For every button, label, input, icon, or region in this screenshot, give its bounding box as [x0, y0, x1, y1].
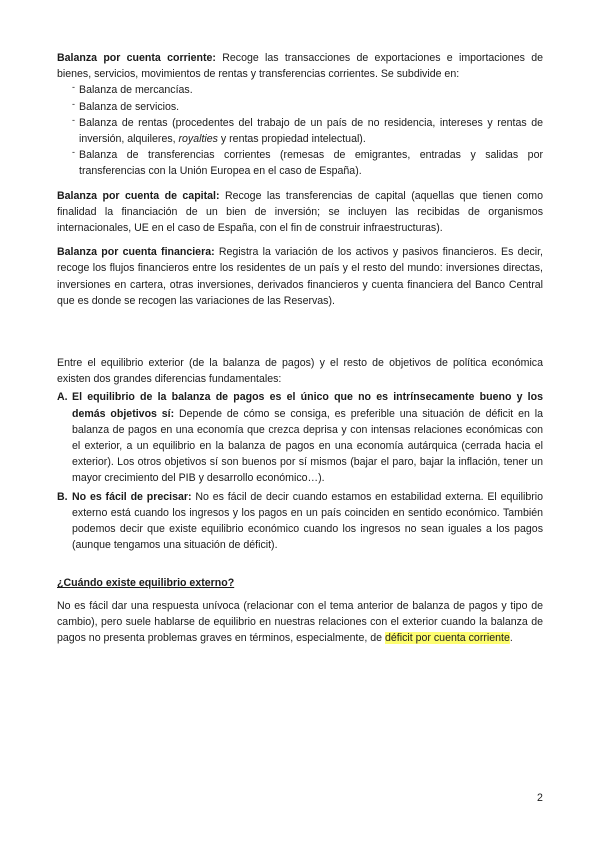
- cuenta-financiera-paragraph: [57, 244, 543, 309]
- difference-title: El equilibrio de la balanza de pagos es el único que no es intrínsecamente bueno y los demás objetivos sí:: [72, 391, 543, 420]
- list-item: - Balanza de mercancías.: [72, 82, 543, 98]
- list-item: - Balanza de servicios.: [72, 99, 543, 115]
- document-page: [57, 50, 543, 646]
- intro-paragraph: Entre el equilibrio exterior (de la balanza de pagos) y el resto de objetivos de política económica existen dos grandes diferencias fundamentales:: [57, 357, 543, 386]
- difference-text: No es fácil de decir cuando estamos en estabilidad externa. El equilibrio externo está cuando los ingresos y los pagos en un país coinciden en sentido económico. También podemos decir que existe equilibrio económico cuando los ingresos no sean iguales a los pagos (aunque tengamos una situación de déficit).: [72, 490, 543, 552]
- difference-title: No es fácil de precisar:: [72, 490, 192, 503]
- section-cuenta-corriente: [57, 50, 543, 180]
- difference-item-a: [57, 389, 543, 486]
- differences-list: [57, 389, 543, 553]
- cuenta-corriente-paragraph: [57, 50, 543, 82]
- cuenta-financiera-text: Registra la variación de los activos y pasivos financieros. Es decir, recoge los flujos financieros entre los residentes de un país y el resto del mundo: inversiones directas, inversiones en cartera, otras inversiones, derivados financieros y cuenta financiera del Banco Central que es donde se recogen las variaciones de las Reservas).: [57, 246, 543, 307]
- question-paragraph: No es fácil dar una respuesta unívoca (relacionar con el tema anterior de balanza de pagos y tipo de cambio), pero suele hablarse de equilibrio en nuestras relaciones con el exterior cuando la balanza de pagos no presenta problemas graves en términos, especialmente, de déficit por cuenta corriente.: [57, 599, 543, 645]
- cuenta-financiera-title: Balanza por cuenta financiera:: [57, 246, 215, 259]
- question-heading: ¿Cuándo existe equilibrio externo?: [57, 577, 235, 590]
- cuenta-corriente-title: Balanza por cuenta corriente:: [57, 52, 216, 64]
- cuenta-capital-paragraph: [57, 188, 543, 237]
- spacer: [57, 317, 543, 355]
- royalties-italic: royalties: [178, 133, 218, 146]
- section-cuenta-capital: [57, 188, 543, 237]
- dash-bullet-icon: -: [72, 114, 75, 125]
- dash-bullet-icon: -: [72, 98, 75, 109]
- item-letter: A.: [57, 391, 68, 404]
- item-letter: B.: [57, 490, 68, 503]
- cuenta-corriente-text: Recoge las transacciones de exportaciones e importaciones de bienes, servicios, movimientos de rentas y transferencias corrientes. Se subdivide en:: [57, 52, 543, 81]
- cuenta-capital-text: Recoge las transferencias de capital (aquellas que tienen como finalidad la financiación de un bien de inversión; se incluyen las recibidas de organismos internacionales, UE en el caso de España, con el fin de construir infraestructuras).: [57, 189, 543, 235]
- cuenta-capital-title: Balanza por cuenta de capital:: [57, 189, 220, 202]
- dash-bullet-icon: -: [72, 147, 75, 158]
- difference-text: Depende de cómo se consiga, es preferible una situación de déficit en la balanza de pagos en una economía que crezca deprisa y con intensas relaciones económicas con el exterior, a un equilibrio en la balanza de pagos en una economía autárquica (cerrada hacia el exterior). Los otros objetivos sí son buenos por sí mismos (bajar el paro, bajar la inflación, tener un mayor crecimiento del PIB y desarrollo económico…).: [72, 407, 543, 485]
- dash-bullet-icon: -: [72, 82, 75, 93]
- difference-item-b: [57, 489, 543, 554]
- page-number: 2: [537, 792, 543, 804]
- highlighted-text: déficit por cuenta corriente: [385, 632, 510, 645]
- list-item: - Balanza de rentas (procedentes del trabajo de un país de no residencia, intereses y rentas de inversión, alquileres, royalties y rentas propiedad intelectual).: [72, 115, 543, 147]
- subdivision-list: [57, 82, 543, 179]
- list-item: - Balanza de transferencias corrientes (remesas de emigrantes, entradas y salidas por transferencias con la Unión Europea en el caso de España).: [72, 147, 543, 179]
- section-cuenta-financiera: [57, 244, 543, 309]
